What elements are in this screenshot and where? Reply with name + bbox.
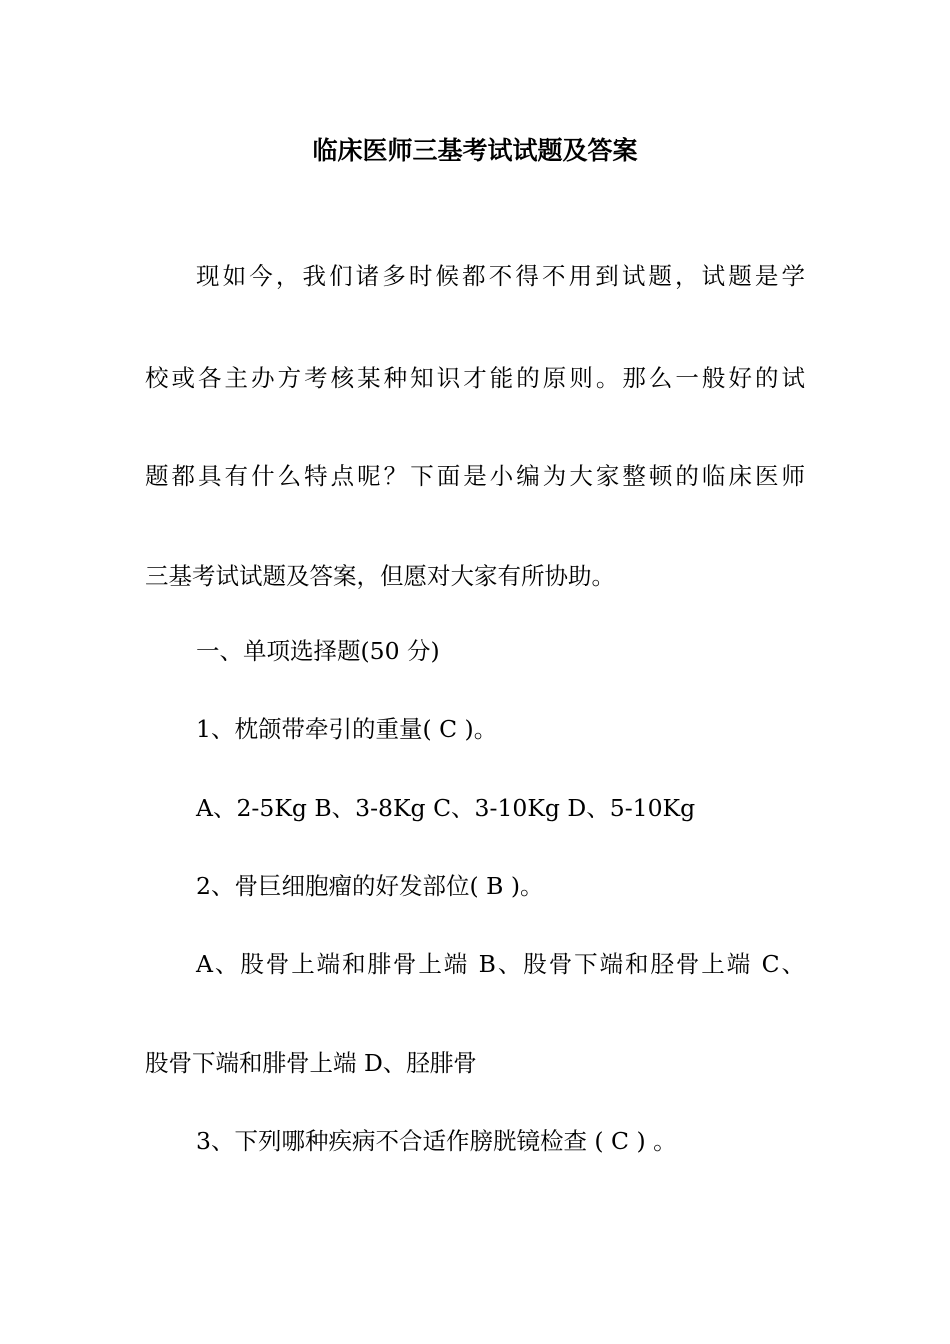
intro-line-2: 校或各主办方考核某种知识才能的原则。那么一般好的试 [145, 364, 805, 392]
question-2-options-line-1: A、股骨上端和腓骨上端 B、股骨下端和胫骨上端 C、 [196, 950, 805, 978]
section-heading: 一、单项选择题(50 分) [196, 637, 440, 665]
question-3: 3、下列哪种疾病不合适作膀胱镜检查 ( C ) 。 [196, 1127, 677, 1155]
intro-line-3: 题都具有什么特点呢？下面是小编为大家整顿的临床医师 [145, 462, 805, 490]
question-2-options-line-2: 股骨下端和腓骨上端 D、胫腓骨 [145, 1049, 477, 1077]
intro-line-4: 三基考试试题及答案，但愿对大家有所协助。 [145, 562, 615, 590]
document-title: 临床医师三基考试试题及答案 [312, 136, 638, 165]
question-1-options: A、2-5Kg B、3-8Kg C、3-10Kg D、5-10Kg [196, 794, 696, 822]
intro-line-1: 现如今，我们诸多时候都不得不用到试题，试题是学 [196, 262, 805, 290]
question-1: 1、枕颌带牵引的重量( C )。 [196, 715, 498, 743]
question-2: 2、骨巨细胞瘤的好发部位( B )。 [196, 872, 544, 900]
